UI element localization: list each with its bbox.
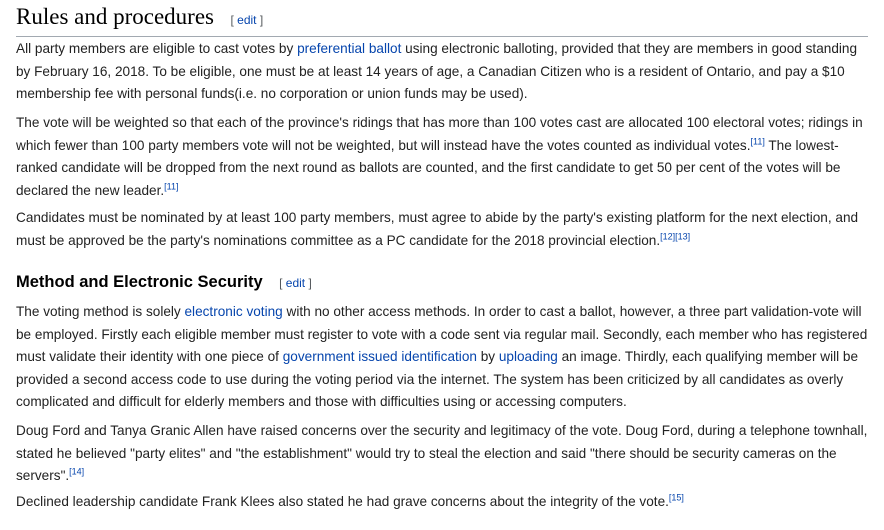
link-electronic-voting[interactable]: electronic voting — [184, 304, 283, 319]
paragraph-security-concerns: Doug Ford and Tanya Granic Allen have raised concerns over the security and legitimacy of the vote. Doug Ford, during a telephone townhall, stated he believed "party elites" and "the establishment" would try to steal the election and said "there should be security cameras on the servers".[14] — [16, 423, 868, 484]
section-heading-rules — [16, 2, 868, 37]
section-title: Rules and procedures — [16, 4, 214, 29]
citation-link-11a[interactable]: [11] — [750, 136, 765, 147]
section-edit-link-wrapper: [ edit ] — [230, 13, 264, 27]
citation-link-13[interactable]: [13] — [675, 231, 691, 242]
paragraph-weighting: The vote will be weighted so that each of the province's ridings that has more than 100 votes cast are allocated 100 electoral votes; ridings in which fewer than 100 party members vote will not be weighted, but will instead have the votes counted as individual votes.[11] The lowest-ranked candidate will be dropped from the next round as ballots are counted, and the first candidate to get 50 per cent of the votes will be declared the new leader.[11] — [16, 115, 863, 198]
link-preferential-ballot[interactable]: preferential ballot — [297, 41, 402, 56]
citation-14 — [69, 467, 84, 477]
citation-11b — [164, 181, 178, 191]
citation-15 — [669, 492, 684, 502]
section-edit-link[interactable]: edit — [237, 13, 257, 27]
subsection-heading-method — [16, 268, 868, 296]
subsection-edit-link[interactable]: edit — [285, 276, 306, 290]
paragraph-nomination: Candidates must be nominated by at least 100 party members, must agree to abide by the party's existing platform for the next election, and must be approved be the party's nominations committee as a PC candidate for the 2018 provincial election.[12][13] — [16, 210, 859, 248]
citation-11a — [750, 136, 764, 146]
citation-link-14[interactable]: [14] — [69, 466, 85, 477]
citation-link-15[interactable]: [15] — [668, 492, 684, 503]
paragraph-voting-method: The voting method is solely electronic voting with no other access methods. In order to cast a ballot, however, a three part validation-vote will be employed. Firstly each eligible member must register to vote with a code sent via regular mail. Secondly, each member who has registered must validate their identity with one piece of government issued identification by uploading an image. Thirdly, each qualifying member will be provided a second access code to use during the voting period via the internet. The system has been criticized by all candidates as overly complicated and difficult for elderly members and those with difficulties using or accessing computers. — [16, 304, 868, 410]
citation-link-11b[interactable]: [11] — [164, 181, 179, 192]
paragraph-eligibility: All party members are eligible to cast votes by preferential ballot using electronic balloting, provided that they are members in good standing by February 16, 2018. To be eligible, one must be at least 14 years of age, a Canadian Citizen who is a resident of Ontario, and pay a $10 membership fee with personal funds(i.e. no corporation or union funds may be used). — [16, 41, 858, 102]
paragraph-klees-concerns: Declined leadership candidate Frank Klees also stated he had grave concerns about the integrity of the vote.[15] — [16, 492, 684, 509]
link-government-issued-identification[interactable]: government issued identification — [282, 349, 477, 365]
citation-link-12[interactable]: [12] — [660, 231, 676, 242]
subsection-edit-link-wrapper: [ edit ] — [279, 276, 312, 290]
citation-12-13 — [660, 231, 690, 241]
link-uploading[interactable]: uploading — [498, 349, 558, 365]
subsection-title: Method and Electronic Security — [16, 273, 263, 291]
